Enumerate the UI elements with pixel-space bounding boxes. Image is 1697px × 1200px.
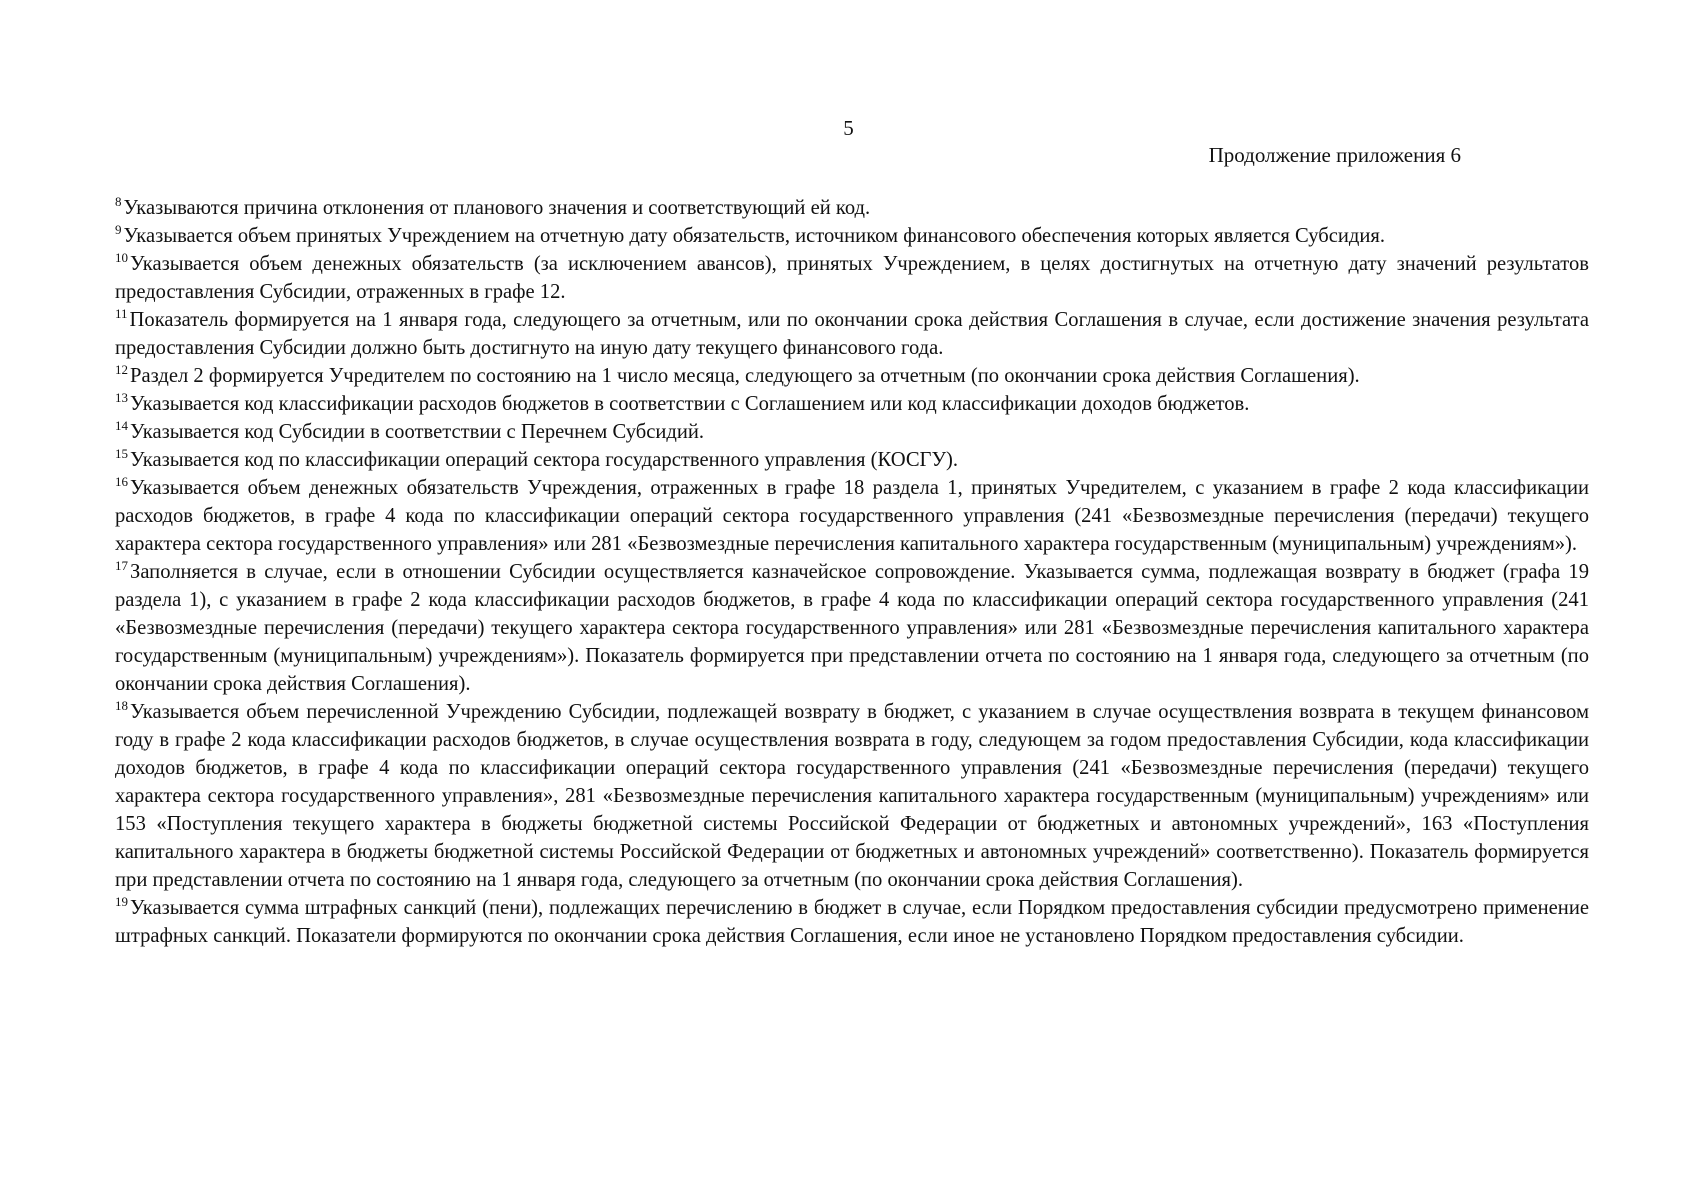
footnote-text: Указывается объем денежных обязательств (за исключением авансов), принятых Учреждением, в целях достигнутых на отчетную дату значений результатов предоставления Субсидии, отраженных в графе 12.	[115, 253, 1589, 303]
footnote-marker: 8	[115, 194, 122, 209]
footnote-marker: 11	[115, 306, 128, 321]
footnote-9	[115, 222, 1589, 250]
footnote-marker: 19	[115, 894, 128, 909]
footnote-8	[115, 194, 1589, 222]
footnote-text: Указывается код по классификации операций сектора государственного управления (КОСГУ).	[130, 449, 959, 471]
page-number: 5	[843, 116, 854, 140]
footnote-text: Раздел 2 формируется Учредителем по состоянию на 1 число месяца, следующего за отчетным (по окончании срока действия Соглашения).	[130, 365, 1360, 387]
footnote-text: Указывается объем денежных обязательств Учреждения, отраженных в графе 18 раздела 1, принятых Учредителем, с указанием в графе 2 кода классификации расходов бюджетов, в графе 4 кода по классификации операций сектора государственного управления (241 «Безвозмездные перечисления (передачи) текущего характера сектора государственного управления» или 281 «Безвозмездные перечисления капитального характера государственным (муниципальным) учреждениям»).	[115, 477, 1589, 555]
footnote-text: Указывается сумма штрафных санкций (пени), подлежащих перечислению в бюджет в случае, если Порядком предоставления субсидии предусмотрено применение штрафных санкций. Показатели формируются по окончании срока действия Соглашения, если иное не установлено Порядком предоставления субсидии.	[115, 897, 1589, 947]
appendix-continuation-label: Продолжение приложения 6	[1208, 143, 1461, 167]
footnote-14	[115, 418, 1589, 446]
footnote-13	[115, 390, 1589, 418]
footnote-text: Указывается объем принятых Учреждением на отчетную дату обязательств, источником финансового обеспечения которых является Субсидия.	[123, 225, 1386, 247]
footnote-marker: 18	[115, 698, 128, 713]
footnote-text: Указывается код классификации расходов бюджетов в соответствии с Соглашением или код классификации доходов бюджетов.	[130, 393, 1250, 415]
footnote-12	[115, 362, 1589, 390]
footnote-11	[115, 306, 1589, 362]
footnote-marker: 13	[115, 390, 128, 405]
footnote-marker: 16	[115, 474, 128, 489]
footnote-text: Указываются причина отклонения от планового значения и соответствующий ей код.	[123, 197, 871, 219]
footnote-marker: 9	[115, 222, 122, 237]
footnote-17	[115, 558, 1589, 698]
footnote-18	[115, 698, 1589, 894]
footnotes-list	[115, 194, 1589, 950]
footnote-text: Показатель формируется на 1 января года, следующего за отчетным, или по окончании срока действия Соглашения в случае, если достижение значения результата предоставления Субсидии должно быть достигнуто на иную дату текущего финансового года.	[115, 309, 1589, 359]
footnote-15	[115, 446, 1589, 474]
footnote-marker: 15	[115, 446, 128, 461]
footnote-marker: 12	[115, 362, 128, 377]
footnote-text: Указывается объем перечисленной Учреждению Субсидии, подлежащей возврату в бюджет, с указанием в случае осуществления возврата в текущем финансовом году в графе 2 кода классификации расходов бюджетов, в случае осуществления возврата в году, следующем за годом предоставления Субсидии, кода классификации доходов бюджетов, в графе 4 кода по классификации операций сектора государственного управления (241 «Безвозмездные перечисления (передачи) текущего характера сектора государственного управления», 281 «Безвозмездные перечисления капитального характера государственным (муниципальным) учреждениям» или 153 «Поступления текущего характера в бюджеты бюджетной системы Российской Федерации от бюджетных и автономных учреждений», 163 «Поступления капитального характера в бюджеты бюджетной системы Российской Федерации от бюджетных и автономных учреждений» соответственно). Показатель формируется при представлении отчета по состоянию на 1 января года, следующего за отчетным (по окончании срока действия Соглашения).	[115, 701, 1589, 891]
footnote-text: Заполняется в случае, если в отношении Субсидии осуществляется казначейское сопровождение. Указывается сумма, подлежащая возврату в бюджет (графа 19 раздела 1), с указанием в графе 2 кода классификации расходов бюджетов, в графе 4 кода по классификации операций сектора государственного управления (241 «Безвозмездные перечисления (передачи) текущего характера сектора государственного управления» или 281 «Безвозмездные перечисления капитального характера государственным (муниципальным) учреждениям»). Показатель формируется при представлении отчета по состоянию на 1 января года, следующего за отчетным (по окончании срока действия Соглашения).	[115, 561, 1589, 695]
footnote-10	[115, 250, 1589, 306]
footnote-marker: 17	[115, 558, 128, 573]
footnote-text: Указывается код Субсидии в соответствии с Перечнем Субсидий.	[130, 421, 705, 443]
footnote-marker: 14	[115, 418, 128, 433]
footnote-19	[115, 894, 1589, 950]
footnote-16	[115, 474, 1589, 558]
footnote-marker: 10	[115, 250, 128, 265]
